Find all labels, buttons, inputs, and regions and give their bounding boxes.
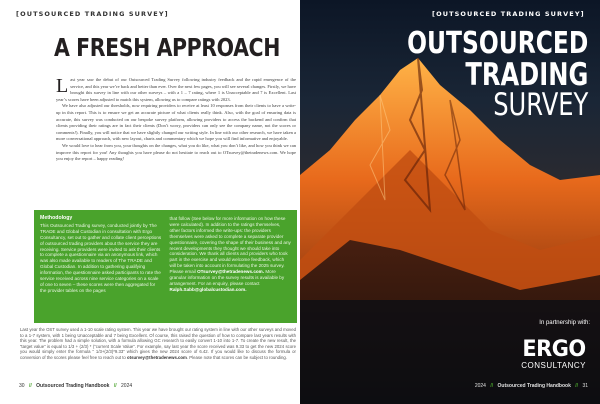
footer-separator-right-2: //	[575, 383, 579, 389]
methodology-col-1	[40, 216, 162, 294]
partner-label: In partnership with:	[539, 320, 590, 326]
publication-year-right: 2024	[474, 383, 486, 389]
cover-title-line-2: TRADING	[465, 57, 588, 93]
cover-title	[356, 26, 588, 123]
publication-name-right: Outsourced Trading Handbook	[497, 383, 571, 389]
body-paragraph-2: We have also adjusted our thresholds, now requiring providers to receive at least 10 responses from their clients to have a write-up in this report. This is to ensure we get an accurate picture of what clients really think. Also, with the goal of ensuring data is accurate, this survey was conducted on our bespoke survey platform, allowing providers to access the backend and confirm that clients providing their ratings are in fact their clients (Don’t worry, providers can only see the company name, not the scores or comments!). Finally, you will notice that we have slightly changed our writing style. In line with our other research, we have taken a more conversational approach, with new layout, charts and commentary which we hope you will find informative and enjoyable.	[56, 103, 296, 142]
methodology-text-3: More granular information on the survey results is available by arrangement. For an enquiry, please contact	[169, 269, 285, 286]
survey-email-link[interactable]: OTsurvey@thetradenews.com.	[197, 269, 265, 275]
rating-note-email[interactable]: otsurvey@thetradenews.com	[127, 354, 187, 360]
body-paragraph-3: We would love to hear from you, your thoughts on the changes, what you do like, what you don’t like, and how you think we can improve this report for you! Any thoughts you have please do not hesitate to reach out to OTsurvey@thetradenews.com. We hope you enjoy the report – happy reading!	[56, 142, 296, 162]
section-tag: [OUTSOURCED TRADING SURVEY]	[16, 10, 169, 18]
footer-separator-2: //	[113, 383, 117, 389]
contact-email-link[interactable]: Ralph.Sabb@globalcustodian.com.	[169, 286, 247, 292]
article-body	[56, 77, 296, 163]
intro-text: ast year saw the debut of our Outsourced Trading Survey following industry feedback and the rapid emergence of the service, and this year we’re back and better than ever. Over the next few pages, you will see several changes. Firstly, we have brought this survey in line with our other surveys – with a 1 – 7 rating, where 1 is Unacceptable and 7 is Excellent. Last year’s scores have been adjusted to match this system, allowing us to compare ratings with 2023.	[56, 77, 296, 102]
methodology-text-1: This Outsourced Trading survey, conducted jointly by The TRADE and Global Custodian in consultation with Ergo Consultancy, set out to gather and collate client perceptions of outsourced trading providers about the service they are receiving. Service providers were invited to ask their clients to complete a questionnaire via an anonymous link, which was also made available to readers of The TRADE and Global Custodian. In addition to gathering qualifying information, the questionnaire asked participants to rate the service received across nine service categories on a scale of one to seven – these scores were then aggregated for the provider tables on the pages	[40, 222, 162, 293]
rating-note-end: . Please note that scores can be subject to rounding.	[186, 354, 287, 360]
methodology-text-2: that follow (See below for more information on how these were calculated). In addition to the ratings themselves, other factors informed the write-ups: the providers themselves were asked to complete a separate provider questionnaire, covering the shape of their business and any recent developments they thought we should take into consideration. We thank all clients and providers who took part in the exercise and would welcome feedback, which will be taken into account in formulating the 2025 survey. Please email	[169, 216, 291, 275]
right-footer	[475, 383, 588, 389]
page-number-right: 31	[582, 383, 588, 389]
intro-paragraph	[56, 77, 296, 103]
methodology-heading: Methodology	[40, 215, 73, 221]
cover-title-line-3: SURVEY	[492, 87, 588, 123]
page-number: 30	[19, 383, 25, 389]
footer-separator: //	[28, 383, 32, 389]
ergo-logo: ERGO	[522, 337, 586, 362]
publication-name: Outsourced Trading Handbook	[36, 383, 110, 389]
publication-year: 2024	[121, 383, 133, 389]
footer-separator-right: //	[490, 383, 494, 389]
rating-note-text: Last year the OST survey used a 1-10 scale rating system. This year we have brought our rating system in line with our other surveys and moved to a 1-7 system, with 1 being Unacceptable and 7 being Excellent. Of course, this raised the question of how to compare last years results with this year. The problem had a simple solution, with a formula allowing GC research to easily convert 1-10 into 1-7. To create the new result, the “target value” is equal to 1/3 + (2/3) * (“current Scale Value”. For example, say last year the score received was 9.33 to get the new 2024 score you would simply enter the formula “ 1/3+(2/3)*9.33” which gives the new 2024 score of 6.42. If you would like to discuss the formula or conversion of the scores please feel free to reach out to	[20, 327, 296, 360]
right-page-cover	[300, 0, 600, 404]
cover-section-tag: [OUTSOURCED TRADING SURVEY]	[432, 10, 585, 18]
ergo-logo-subtitle: CONSULTANCY	[521, 361, 586, 370]
article-title: A FRESH APPROACH	[54, 33, 280, 62]
methodology-col-2	[170, 216, 292, 294]
methodology-box	[34, 210, 297, 323]
left-footer	[19, 383, 132, 389]
cover-title-line-1: OUTSOURCED	[406, 26, 588, 61]
drop-cap: L	[56, 75, 69, 97]
rating-note	[20, 327, 296, 361]
